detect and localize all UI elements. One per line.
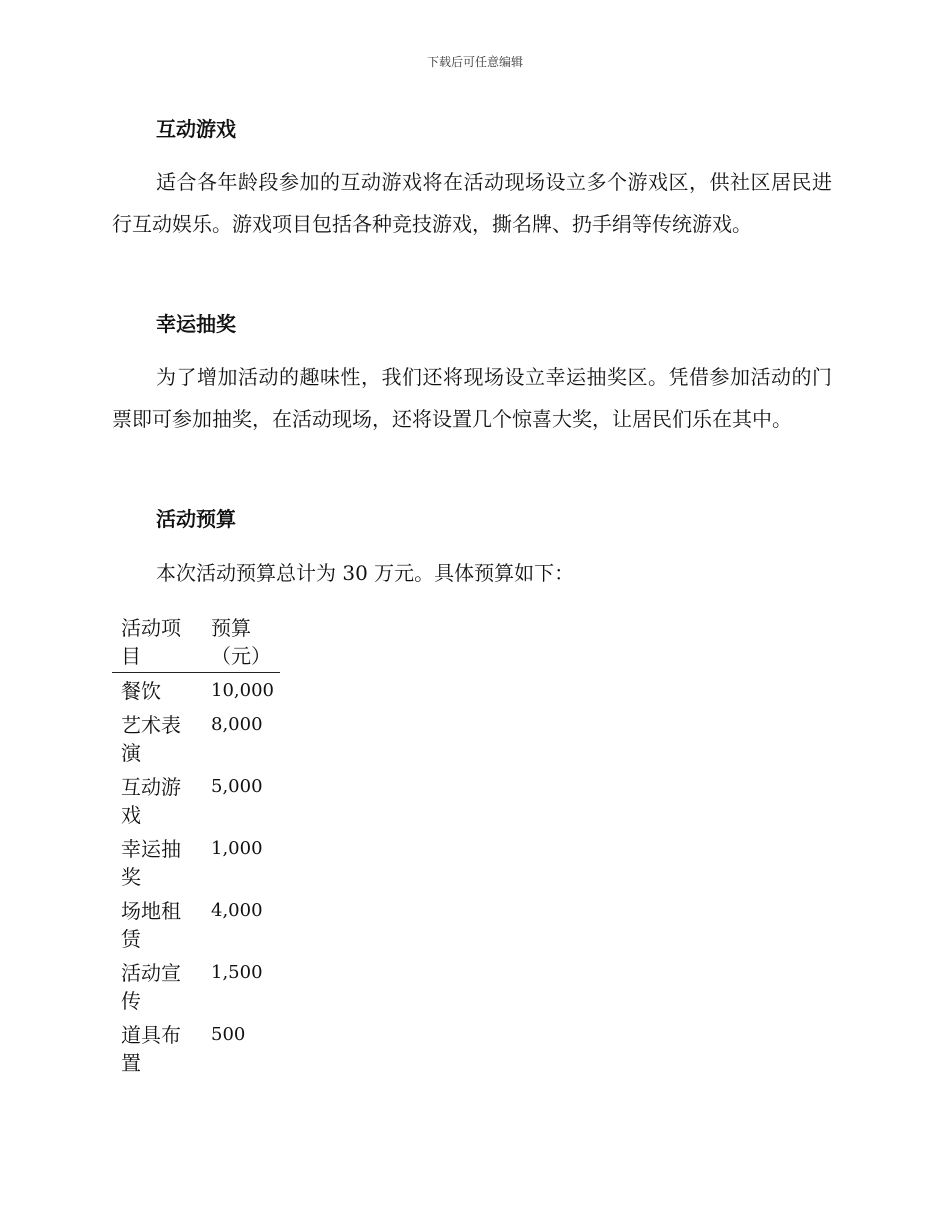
- row-item: 道具布置: [121, 1023, 181, 1075]
- section-body-interactive-games: 适合各年龄段参加的互动游戏将在活动现场设立多个游戏区，供社区居民进行互动娱乐。游戏项目包括各种竞技游戏，撕名牌、扔手绢等传统游戏。: [112, 170, 832, 236]
- row-item: 活动宣传: [121, 961, 181, 1013]
- page-header-note: 下载后可任意编辑: [426, 55, 523, 69]
- column-header-amount: 预算（元）: [211, 616, 271, 668]
- row-item: 艺术表演: [121, 713, 181, 765]
- budget-table: [112, 614, 280, 1079]
- section-title-budget: 活动预算: [156, 507, 236, 531]
- budget-intro: 本次活动预算总计为 30 万元。具体预算如下：: [156, 561, 575, 585]
- table-row: [112, 673, 280, 708]
- row-item: 场地租赁: [121, 899, 181, 951]
- section-title-interactive-games: 互动游戏: [156, 117, 236, 141]
- table-row: [112, 831, 280, 893]
- row-item: 幸运抽奖: [121, 837, 181, 889]
- row-amount: 500: [211, 1024, 246, 1045]
- row-amount: 10,000: [211, 680, 274, 701]
- row-amount: 1,000: [211, 838, 263, 859]
- table-row: [112, 707, 280, 769]
- table-row: [112, 893, 280, 955]
- row-amount: 4,000: [211, 900, 263, 921]
- column-header-item: 活动项目: [121, 616, 181, 668]
- row-amount: 5,000: [211, 776, 263, 797]
- table-row: [112, 769, 280, 831]
- row-item: 互动游戏: [121, 775, 181, 827]
- row-amount: 1,500: [211, 962, 263, 983]
- table-row: [112, 955, 280, 1017]
- table-row: [112, 1017, 280, 1079]
- row-amount: 8,000: [211, 714, 263, 735]
- section-body-lucky-draw: 为了增加活动的趣味性，我们还将现场设立幸运抽奖区。凭借参加活动的门票即可参加抽奖，在活动现场，还将设置几个惊喜大奖，让居民们乐在其中。: [112, 365, 832, 431]
- budget-table-header-row: [112, 614, 280, 673]
- section-title-lucky-draw: 幸运抽奖: [156, 312, 236, 336]
- row-item: 餐饮: [121, 679, 161, 703]
